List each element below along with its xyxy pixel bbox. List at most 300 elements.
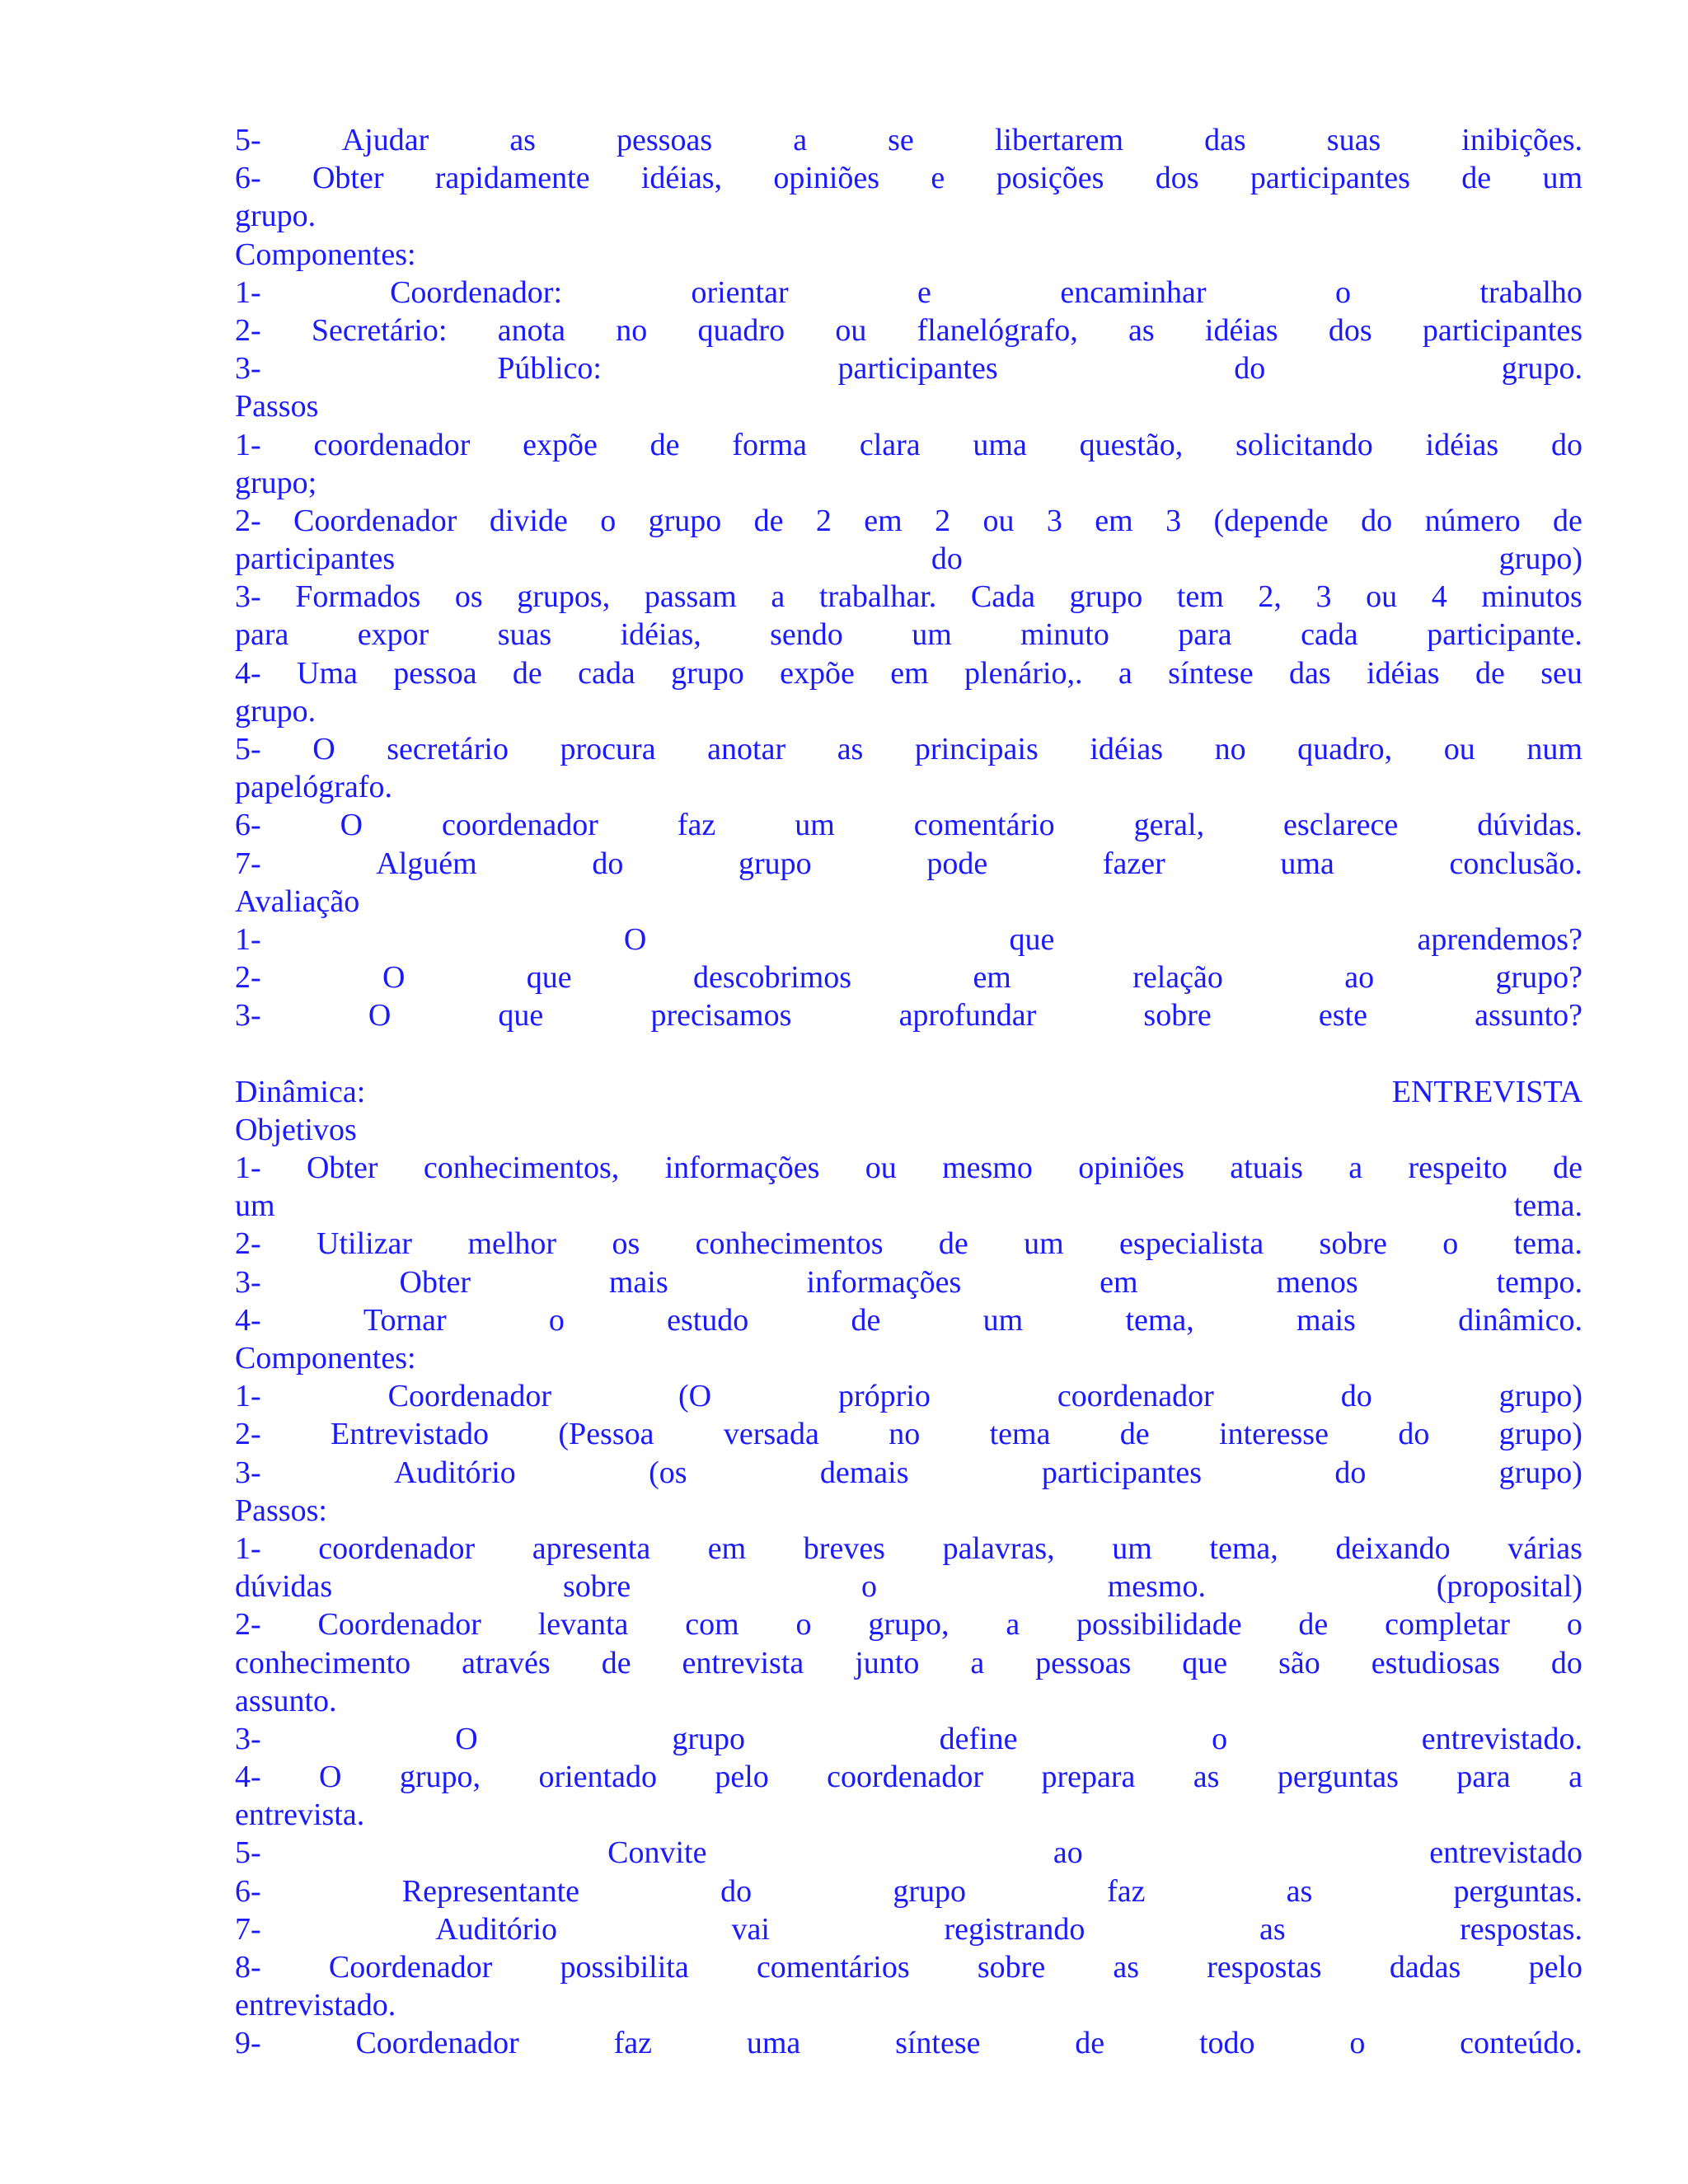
word: atuais	[1230, 1151, 1303, 1186]
word: 3-	[235, 998, 261, 1033]
text-line	[235, 1720, 1582, 1758]
word: a	[970, 1645, 985, 1680]
word: mais	[608, 1264, 668, 1300]
word: minutos	[1481, 579, 1582, 615]
text-line	[235, 2024, 1582, 2062]
word: grupo	[893, 1873, 966, 1909]
word: tem	[1176, 579, 1224, 615]
text-line: Objetivos	[235, 1112, 357, 1147]
word: no	[889, 1417, 921, 1452]
word: entrevista	[682, 1645, 804, 1680]
word: sobre	[1143, 998, 1212, 1033]
text-line	[235, 1605, 1582, 1643]
word: 2-	[235, 503, 261, 538]
word: ENTREVISTA	[1391, 1074, 1582, 1109]
word: tema.	[1513, 1188, 1582, 1224]
word: e	[917, 274, 931, 310]
word: um	[1024, 1226, 1064, 1262]
word: coordenador	[313, 427, 471, 462]
word: 2-	[235, 1226, 261, 1262]
word: sobre	[1319, 1226, 1387, 1262]
word: grupo	[648, 503, 722, 538]
word: clara	[859, 427, 921, 462]
word: 2-	[235, 960, 261, 996]
word: O	[455, 1721, 478, 1756]
text-line	[235, 1568, 1582, 1605]
word: respeito	[1408, 1151, 1507, 1186]
word: 3	[1046, 503, 1062, 538]
word: informações	[806, 1264, 962, 1300]
word: aprofundar	[898, 998, 1037, 1033]
word: do	[1340, 1379, 1372, 1414]
word: Auditório	[435, 1911, 557, 1947]
word: grupo)	[1498, 1379, 1582, 1414]
word: que	[498, 998, 544, 1033]
word: para	[1178, 617, 1232, 653]
word: ou	[865, 1151, 897, 1186]
text-line	[235, 1035, 1582, 1073]
text-line	[235, 540, 1582, 578]
text-line	[235, 958, 1582, 996]
word: anota	[497, 312, 566, 348]
word: respostas	[1207, 1950, 1322, 1985]
word: de	[938, 1226, 968, 1262]
text-line	[235, 426, 1582, 464]
word: coordenador	[1057, 1379, 1214, 1414]
word: orientado	[538, 1760, 657, 1795]
word: pessoa	[393, 655, 477, 691]
word: comentários	[756, 1950, 910, 1985]
word: síntese	[895, 2026, 981, 2061]
word: Ajudar	[341, 123, 429, 157]
word: de	[512, 655, 542, 691]
word: tema	[989, 1417, 1051, 1452]
text-line	[235, 1454, 1582, 1492]
text-line	[235, 845, 1582, 883]
text-line	[235, 502, 1582, 540]
word: o	[548, 1302, 565, 1338]
word: participantes	[1041, 1455, 1202, 1490]
word: junto	[855, 1645, 920, 1680]
word: os	[612, 1226, 640, 1262]
text-line	[235, 1225, 1582, 1263]
word: que	[1182, 1645, 1228, 1680]
word: grupo	[1069, 579, 1143, 615]
word: cada	[578, 655, 635, 691]
word: idéias	[1366, 655, 1440, 691]
text-line	[235, 616, 1582, 654]
word: completar	[1385, 1607, 1511, 1643]
word: 8-	[235, 1950, 261, 1985]
word: menos	[1276, 1264, 1358, 1300]
word: grupo,	[868, 1607, 950, 1643]
word: 6-	[235, 161, 261, 196]
text-line: entrevistado.	[235, 1988, 396, 2023]
word: define	[939, 1721, 1018, 1756]
word: conhecimentos	[695, 1226, 884, 1262]
word: dúvidas.	[1477, 808, 1582, 843]
word: as	[1193, 1760, 1220, 1795]
word: e	[931, 161, 945, 196]
word: de	[1461, 161, 1492, 196]
word: dinâmico.	[1458, 1302, 1582, 1338]
word: conclusão.	[1449, 846, 1582, 881]
word: do	[931, 541, 963, 577]
word: Convite	[607, 1835, 707, 1871]
word: tema.	[1513, 1226, 1582, 1262]
text-line	[235, 1073, 1582, 1111]
word: número	[1424, 503, 1521, 538]
text-line	[235, 806, 1582, 844]
word: o	[795, 1607, 812, 1643]
word: versada	[723, 1417, 819, 1452]
document-body	[235, 121, 1582, 2063]
word: as	[1128, 312, 1155, 348]
word: a	[1348, 1151, 1363, 1186]
word: faz	[1107, 1873, 1146, 1909]
word: inibições.	[1461, 123, 1582, 157]
word: conhecimentos,	[423, 1151, 620, 1186]
word: do	[592, 846, 624, 881]
word: grupo)	[1498, 1455, 1582, 1490]
word: 4-	[235, 1302, 261, 1338]
word: de	[1553, 503, 1582, 538]
word: um	[795, 808, 835, 843]
word: em	[864, 503, 903, 538]
text-line: entrevista.	[235, 1797, 365, 1833]
word: Coordenador	[293, 503, 457, 538]
word: libertarem	[994, 123, 1123, 157]
text-line	[235, 1377, 1582, 1415]
word: ou	[835, 312, 867, 348]
word: 6-	[235, 808, 261, 843]
word: plenário,.	[964, 655, 1083, 691]
word: precisamos	[650, 998, 792, 1033]
word: Dinâmica:	[235, 1074, 366, 1109]
word: deixando	[1335, 1530, 1451, 1566]
word: relação	[1132, 960, 1223, 996]
word: ou	[1366, 579, 1398, 615]
text-line	[235, 121, 1582, 159]
word: Auditório	[393, 1455, 516, 1490]
word: 1-	[235, 274, 261, 310]
word: informações	[664, 1151, 820, 1186]
word: que	[1009, 921, 1055, 957]
word: participante.	[1427, 617, 1582, 653]
word: Representante	[401, 1873, 580, 1909]
text-line	[235, 1758, 1582, 1796]
word: O	[623, 921, 647, 957]
word: ao	[1053, 1835, 1083, 1871]
word: de	[851, 1302, 881, 1338]
word: (os	[649, 1455, 687, 1490]
word: no	[1214, 732, 1246, 766]
text-line	[235, 1872, 1582, 1910]
word: 1-	[235, 921, 261, 957]
word: solicitando	[1236, 427, 1373, 462]
word: participantes	[837, 351, 998, 387]
word: as	[1113, 1950, 1140, 1985]
word: (O	[678, 1379, 712, 1414]
word: questão,	[1079, 427, 1184, 462]
word: entrevistado.	[1421, 1721, 1582, 1756]
word: um	[1542, 161, 1582, 196]
word: 3	[1165, 503, 1182, 538]
word: participantes	[1250, 161, 1410, 196]
text-line	[235, 1415, 1582, 1453]
word: próprio	[838, 1379, 931, 1414]
word: assunto?	[1475, 998, 1582, 1033]
word: prepara	[1041, 1760, 1136, 1795]
word: 5-	[235, 1835, 261, 1871]
word: de	[601, 1645, 631, 1680]
word: no	[616, 312, 648, 348]
word: o	[1334, 274, 1351, 310]
word: suas	[1326, 123, 1381, 157]
word: a	[1006, 1607, 1020, 1643]
word: Coordenador	[387, 1379, 551, 1414]
word: em	[1100, 1264, 1138, 1300]
word: das	[1204, 123, 1246, 157]
word: o	[1566, 1607, 1582, 1643]
word: 3-	[235, 1721, 261, 1756]
word: em	[890, 655, 929, 691]
word: pelo	[715, 1760, 769, 1795]
word: um	[982, 1302, 1024, 1338]
word: registrando	[944, 1911, 1085, 1947]
text-line	[235, 1530, 1582, 1568]
text-line	[235, 1149, 1582, 1187]
word: grupo?	[1495, 960, 1582, 996]
word: a	[793, 123, 808, 157]
word: idéias	[1090, 732, 1163, 766]
word: do	[1334, 1455, 1367, 1490]
word: com	[685, 1607, 739, 1643]
word: expõe	[523, 427, 598, 462]
word: 2	[935, 503, 951, 538]
word: flanelógrafo,	[917, 312, 1078, 348]
word: pessoas	[1035, 1645, 1132, 1680]
word: O	[340, 808, 363, 843]
word: Uma	[297, 655, 358, 691]
word: demais	[819, 1455, 909, 1490]
word: pode	[926, 846, 988, 881]
word: num	[1526, 732, 1582, 766]
text-line: Componentes:	[235, 237, 416, 272]
word: todo	[1198, 2026, 1255, 2061]
word: das	[1288, 655, 1331, 691]
word: 3-	[235, 1264, 261, 1300]
word: mesmo	[942, 1151, 1033, 1186]
word: através	[462, 1645, 551, 1680]
word: conteúdo.	[1460, 2026, 1582, 2061]
word: do	[720, 1873, 753, 1909]
word: do	[1361, 503, 1393, 538]
word: o	[1212, 1721, 1228, 1756]
word: em	[973, 960, 1011, 996]
word: Coordenador	[328, 1950, 493, 1985]
word: do	[1550, 427, 1582, 462]
word: coordenador	[827, 1760, 984, 1795]
word: estudo	[667, 1302, 749, 1338]
text-line	[235, 1948, 1582, 1986]
word: O	[312, 732, 335, 766]
word: 4	[1431, 579, 1447, 615]
word: 3-	[235, 351, 261, 387]
word: idéias	[1425, 427, 1499, 462]
word: tempo.	[1496, 1264, 1582, 1300]
word: as	[1286, 1873, 1313, 1909]
word: Cada	[970, 579, 1035, 615]
word: a	[1118, 655, 1132, 691]
text-line	[235, 159, 1582, 197]
word: ou	[1443, 732, 1475, 766]
word: 1-	[235, 1379, 261, 1414]
word: Alguém	[376, 846, 477, 881]
word: tema,	[1209, 1530, 1278, 1566]
word: especialista	[1119, 1226, 1264, 1262]
word: dúvidas	[235, 1569, 333, 1605]
word: 1-	[235, 1530, 261, 1566]
word: tema,	[1125, 1302, 1194, 1338]
word: expõe	[780, 655, 855, 691]
text-line	[235, 578, 1582, 616]
word: (depende	[1213, 503, 1329, 538]
word: grupos,	[517, 579, 611, 615]
word: 1-	[235, 427, 261, 462]
word: de	[1119, 1417, 1150, 1452]
word: participantes	[1422, 312, 1582, 348]
word: 3-	[235, 1455, 261, 1490]
word: idéias,	[640, 161, 723, 196]
word: opiniões	[773, 161, 880, 196]
word: de	[1475, 655, 1505, 691]
word: faz	[677, 808, 716, 843]
word: grupo	[672, 1721, 745, 1756]
word: 2-	[235, 1607, 261, 1643]
text-line: grupo.	[235, 693, 316, 729]
word: esclarece	[1283, 808, 1399, 843]
word: Tornar	[363, 1302, 447, 1338]
word: o	[860, 1569, 877, 1605]
word: interesse	[1219, 1417, 1329, 1452]
word: se	[888, 123, 914, 157]
word: de	[1298, 1607, 1329, 1643]
word: ou	[982, 503, 1015, 538]
word: várias	[1507, 1530, 1582, 1566]
text-line	[235, 730, 1582, 768]
word: grupo,	[399, 1760, 481, 1795]
word: expor	[357, 617, 429, 653]
word: de	[649, 427, 680, 462]
word: para	[1456, 1760, 1511, 1795]
word: Secretário:	[311, 312, 448, 348]
word: seu	[1540, 655, 1582, 691]
word: as	[1259, 1911, 1286, 1947]
word: do	[1234, 351, 1266, 387]
word: suas	[497, 617, 552, 653]
word: este	[1318, 998, 1367, 1033]
word: apresenta	[532, 1530, 651, 1566]
word: 3-	[235, 579, 261, 615]
word: orientar	[691, 274, 789, 310]
word: 2-	[235, 312, 261, 348]
word: sendo	[770, 617, 843, 653]
word: uma	[973, 427, 1027, 462]
word: dadas	[1389, 1950, 1461, 1985]
word: grupo.	[1501, 351, 1582, 387]
text-line	[235, 1187, 1582, 1225]
text-line	[235, 1263, 1582, 1301]
word: 4-	[235, 1760, 261, 1795]
word: pelo	[1528, 1950, 1582, 1985]
word: as	[837, 732, 864, 766]
word: fazer	[1102, 846, 1165, 881]
word: 4-	[235, 655, 261, 691]
word: idéias	[1204, 312, 1278, 348]
word: possibilidade	[1076, 1607, 1242, 1643]
word: forma	[732, 427, 808, 462]
word: O	[319, 1760, 342, 1795]
word: cada	[1301, 617, 1358, 653]
word: posições	[996, 161, 1104, 196]
word: pessoas	[617, 123, 713, 157]
word: anotar	[707, 732, 786, 766]
text-line: Passos	[235, 389, 319, 424]
word: procura	[560, 732, 656, 766]
word: 9-	[235, 2026, 261, 2061]
word: divide	[489, 503, 568, 538]
word: Coordenador:	[390, 274, 563, 310]
word: melhor	[467, 1226, 557, 1262]
word: perguntas.	[1453, 1873, 1582, 1909]
word: passam	[644, 579, 737, 615]
word: palavras,	[942, 1530, 1055, 1566]
word: sobre	[977, 1950, 1046, 1985]
word: 1-	[235, 1151, 261, 1186]
word: que	[526, 960, 572, 996]
word: entrevistado	[1429, 1835, 1582, 1871]
word: 2,	[1258, 579, 1282, 615]
word: quadro,	[1297, 732, 1393, 766]
word: do	[1550, 1645, 1582, 1680]
text-line	[235, 996, 1582, 1034]
word: aprendemos?	[1417, 921, 1582, 957]
word: grupo)	[1498, 541, 1582, 577]
word: Obter	[312, 161, 384, 196]
word: 7-	[235, 846, 261, 881]
word: principais	[914, 732, 1039, 766]
word: um	[1112, 1530, 1152, 1566]
text-line	[235, 921, 1582, 958]
word: Coordenador	[355, 2026, 519, 2061]
word: geral,	[1133, 808, 1205, 843]
word: breves	[803, 1530, 885, 1566]
word: sobre	[562, 1569, 631, 1605]
word: dos	[1155, 161, 1199, 196]
text-line: grupo;	[235, 465, 317, 500]
text-line: Componentes:	[235, 1341, 416, 1376]
word: 2	[815, 503, 832, 538]
word: síntese	[1168, 655, 1254, 691]
word: um	[912, 617, 952, 653]
word: faz	[613, 2026, 653, 2061]
word: trabalho	[1479, 274, 1582, 310]
word: 2-	[235, 1417, 261, 1452]
word: 6-	[235, 1873, 261, 1909]
word: Entrevistado	[331, 1417, 490, 1452]
word: a	[1568, 1760, 1582, 1795]
